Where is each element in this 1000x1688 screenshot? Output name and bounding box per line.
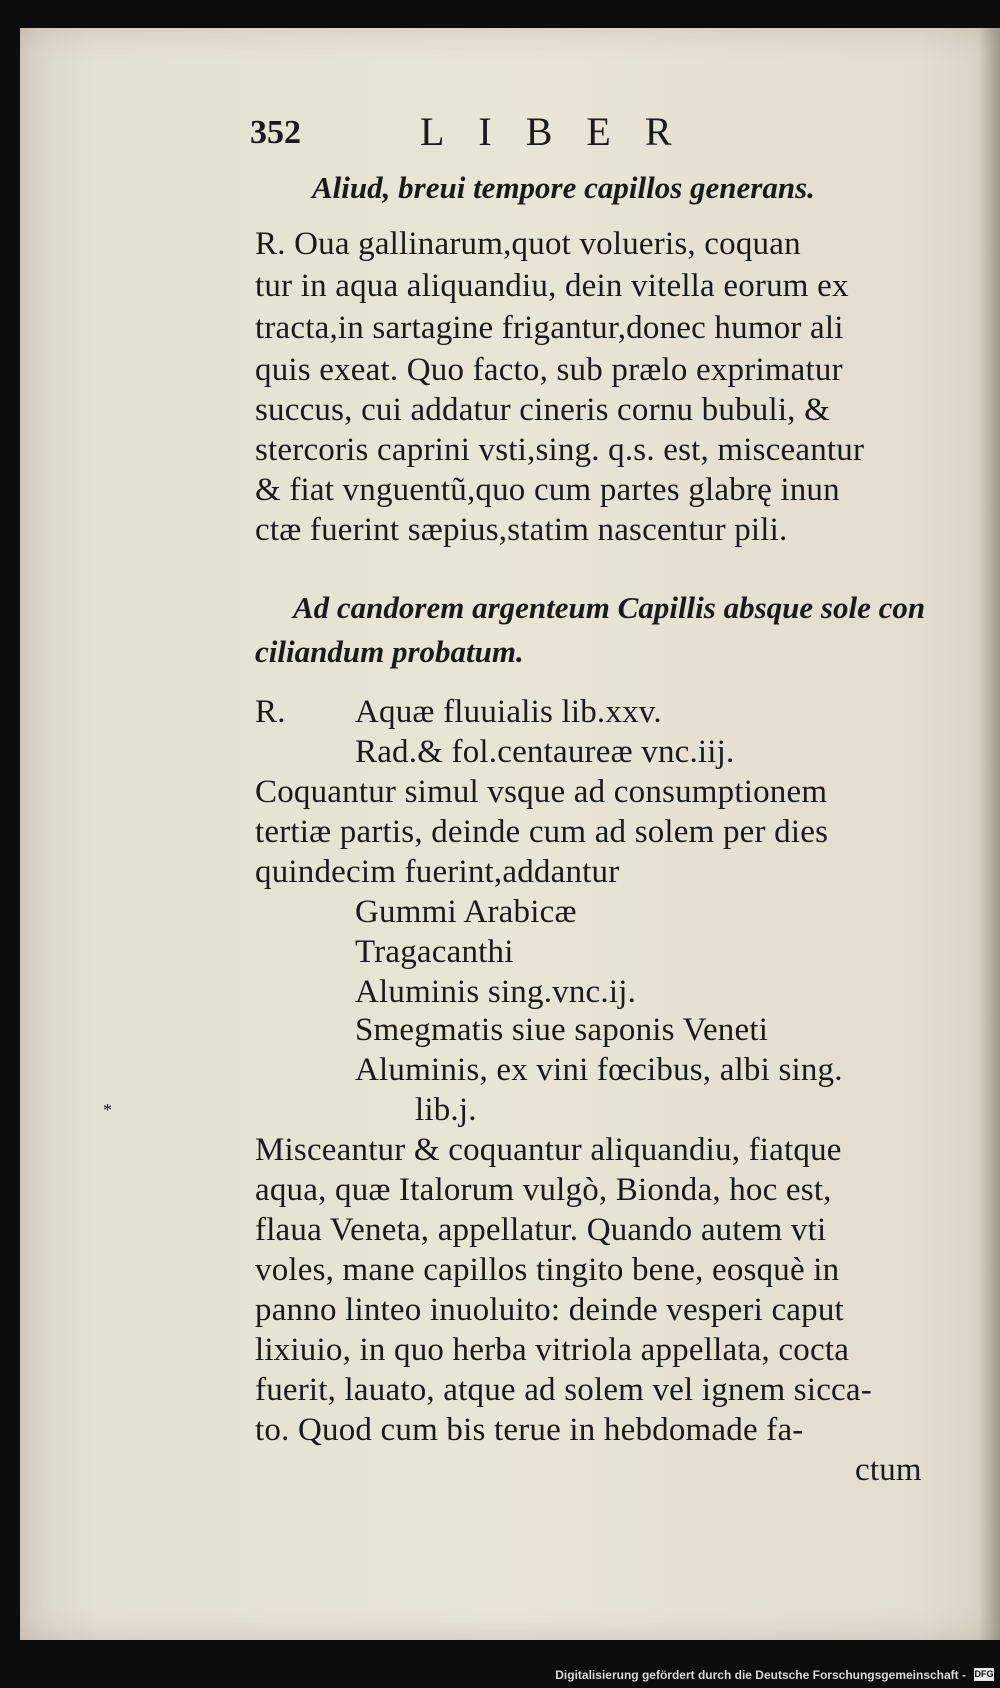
ingredient-item: Gummi Arabicæ: [355, 894, 577, 930]
text-line: panno linteo inuoluito: deinde vesperi caput: [255, 1292, 844, 1328]
recipe-line: Rad.& fol.centaureæ vnc.iij.: [355, 734, 735, 770]
text-line: aqua, quæ Italorum vulgò, Bionda, hoc est,: [255, 1172, 832, 1208]
text-line: quis exeat. Quo facto, sub prælo exprimatur: [255, 352, 843, 388]
text-line: lixiuio, in quo herba vitriola appellata, cocta: [255, 1332, 850, 1368]
catchword: ctum: [855, 1452, 922, 1488]
dfg-logo: DFG: [974, 1669, 994, 1679]
text-line: tertiæ partis, deinde cum ad solem per dies: [255, 814, 829, 850]
ingredient-item: Aluminis, ex vini fœcibus, albi sing.: [355, 1052, 843, 1088]
text-line: tur in aqua aliquandiu, dein vitella eorum ex: [255, 268, 849, 304]
page-number: 352: [250, 114, 301, 151]
text-line: flaua Veneta, appellatur. Quando autem vti: [255, 1212, 827, 1248]
text-line: R. Oua gallinarum,quot volueris, coquan: [255, 226, 801, 262]
ingredient-item: Aluminis sing.vnc.ij.: [355, 974, 637, 1010]
ingredient-item: Smegmatis siue saponis Veneti: [355, 1012, 769, 1048]
page-header: [230, 108, 950, 158]
section1-heading: Aliud, breui tempore capillos generans.: [312, 170, 815, 205]
text-line: fuerit, lauato, atque ad solem vel ignem sicca-: [255, 1372, 872, 1408]
text-line: Misceantur & coquantur aliquandiu, fiatque: [255, 1132, 842, 1168]
text-line: voles, mane capillos tingito bene, eosquè in: [255, 1252, 840, 1288]
recipe-line: Aquæ fluuialis lib.xxv.: [355, 694, 662, 730]
recipe-label: R.: [255, 694, 286, 730]
margin-mark: *: [103, 1100, 112, 1120]
text-line: Coquantur simul vsque ad consumptionem: [255, 774, 828, 810]
text-line: ctæ fuerint sæpius,statim nascentur pili.: [255, 512, 788, 548]
text-line: & fiat vnguentũ,quo cum partes glabrę inun: [255, 472, 840, 508]
text-line: to. Quod cum bis terue in hebdomade fa-: [255, 1412, 804, 1448]
text-line: quindecim fuerint,addantur: [255, 854, 620, 890]
running-head: LIBER: [420, 109, 706, 154]
digitization-credit: Digitalisierung gefördert durch die Deutsche Forschungsgemeinschaft -: [555, 1668, 966, 1682]
text-line: succus, cui addatur cineris cornu bubuli, &: [255, 392, 830, 428]
section2-heading-line1: Ad candorem argenteum Capillis absque sole con: [293, 590, 926, 625]
text-line: tracta,in sartagine frigantur,donec humor ali: [255, 310, 844, 346]
ingredient-continuation: lib.j.: [415, 1092, 477, 1128]
text-line: stercoris caprini vsti,sing. q.s. est, misceantur: [255, 432, 865, 468]
section2-heading-line2: ciliandum probatum.: [255, 634, 524, 669]
ingredient-item: Tragacanthi: [355, 934, 514, 970]
